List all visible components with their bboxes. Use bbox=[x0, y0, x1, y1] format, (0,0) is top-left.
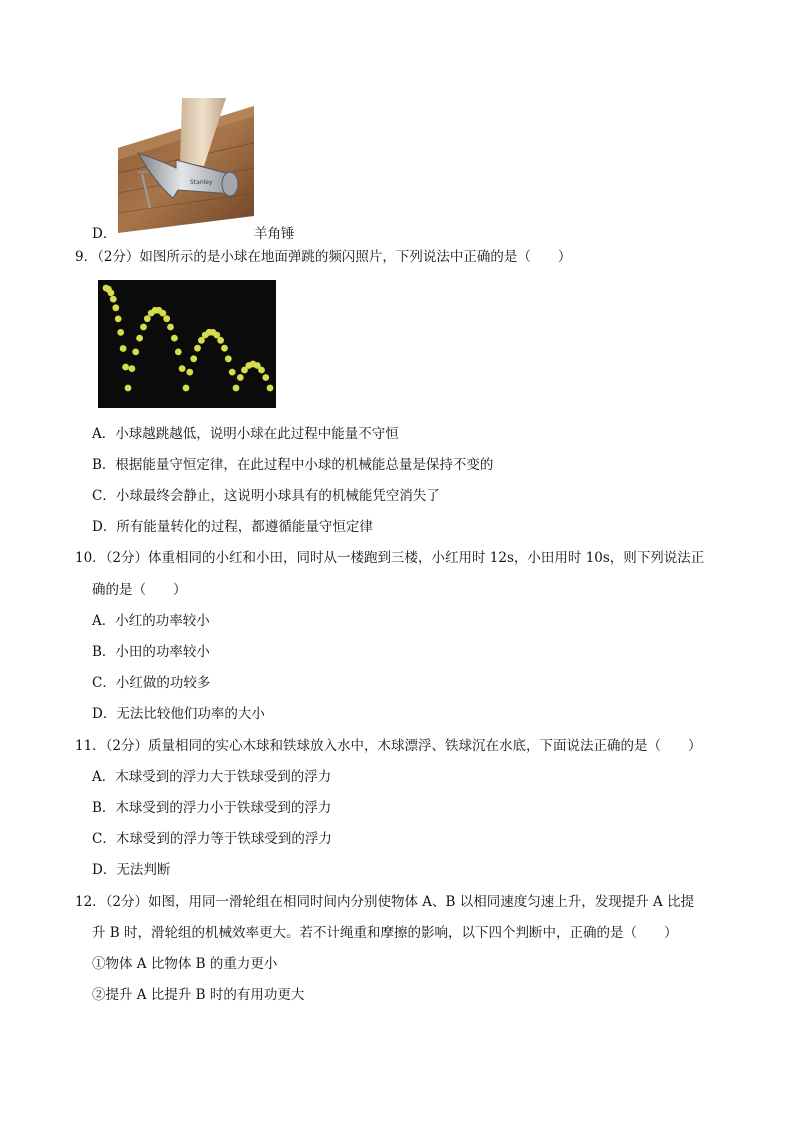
q12-stem-line2: 升 B 时，滑轮组的机械效率更大。若不计绳重和摩擦的影响，以下四个判断中，正确的是（ ） bbox=[92, 925, 678, 941]
ball-image bbox=[112, 304, 119, 311]
ball-image bbox=[122, 364, 129, 371]
ball-image bbox=[190, 355, 197, 362]
q12-statement-2: ②提升 A 比提升 B 时的有用功更大 bbox=[92, 987, 305, 1003]
ball-image bbox=[159, 310, 166, 317]
ball-image bbox=[140, 324, 147, 331]
q10-option-a: A．小红的功率较小 bbox=[92, 613, 210, 629]
ball-image bbox=[132, 349, 139, 356]
ball-image bbox=[125, 385, 132, 392]
ball-image bbox=[194, 345, 201, 352]
q11-option-c: C．木球受到的浮力等于铁球受到的浮力 bbox=[92, 831, 332, 847]
ball-image bbox=[136, 335, 143, 342]
ball-image bbox=[144, 315, 151, 322]
q10-option-b: B．小田的功率较小 bbox=[92, 644, 210, 660]
q9-option-b: B．根据能量守恒定律，在此过程中小球的机械能总量是保持不变的 bbox=[92, 457, 494, 473]
ball-image bbox=[179, 365, 186, 372]
q9-stem: 9．（2分）如图所示的是小球在地面弹跳的频闪照片，下列说法中正确的是（ ） bbox=[75, 249, 572, 265]
q8-option-d-caption: 羊角锤 bbox=[254, 226, 295, 242]
ball-image bbox=[233, 385, 240, 392]
ball-image bbox=[229, 369, 236, 376]
ball-image bbox=[217, 337, 224, 344]
hammer-engraving: Stanley bbox=[190, 179, 213, 186]
ball-image bbox=[117, 329, 124, 336]
ball-image bbox=[262, 374, 269, 381]
q9-option-c: C．小球最终会静止，这说明小球具有的机械能凭空消失了 bbox=[92, 488, 440, 504]
ball-image bbox=[175, 349, 182, 356]
q9-option-a: A．小球越跳越低，说明小球在此过程中能量不守恒 bbox=[92, 426, 399, 442]
q8-option-d-letter: D． bbox=[92, 226, 117, 242]
q11-option-a: A．木球受到的浮力大于铁球受到的浮力 bbox=[92, 769, 332, 785]
ball-image bbox=[129, 365, 136, 372]
ball-image bbox=[120, 345, 127, 352]
q10-stem-line1: 10．（2分）体重相同的小红和小田，同时从一楼跑到三楼，小红用时 12s，小田用时 10s，则下列说法正 bbox=[75, 550, 705, 566]
ball-image bbox=[267, 385, 274, 392]
ball-image bbox=[258, 367, 265, 374]
q10-option-c: C．小红做的功较多 bbox=[92, 675, 211, 691]
ball-image bbox=[163, 315, 170, 322]
hammer-photo bbox=[118, 98, 254, 233]
q12-statement-1: ①物体 A 比物体 B 的重力更小 bbox=[92, 956, 278, 972]
ball-image bbox=[183, 385, 190, 392]
ball-image bbox=[115, 316, 122, 323]
ball-image bbox=[108, 290, 115, 297]
bouncing-ball-photo bbox=[98, 280, 276, 408]
q11-option-d: D．无法判断 bbox=[92, 862, 171, 878]
ball-image bbox=[167, 324, 174, 331]
ball-image bbox=[221, 345, 228, 352]
ball-image bbox=[225, 355, 232, 362]
q9-option-d: D．所有能量转化的过程，都遵循能量守恒定律 bbox=[92, 519, 373, 535]
q11-option-b: B．木球受到的浮力小于铁球受到的浮力 bbox=[92, 800, 332, 816]
ball-image bbox=[186, 369, 193, 376]
ball-image bbox=[237, 374, 244, 381]
ball-image bbox=[171, 335, 178, 342]
q11-stem: 11．（2分）质量相同的实心木球和铁球放入水中，木球漂浮、铁球沉在水底，下面说法正确的是（ ） bbox=[75, 738, 702, 754]
q10-option-d: D．无法比较他们功率的大小 bbox=[92, 706, 265, 722]
q10-stem-line2: 确的是（ ） bbox=[92, 582, 187, 598]
ball-image bbox=[110, 296, 117, 303]
q12-stem-line1: 12．（2分）如图，用同一滑轮组在相同时间内分别使物体 A、B 以相同速度匀速上升，发现提升 A 比提 bbox=[75, 894, 695, 910]
